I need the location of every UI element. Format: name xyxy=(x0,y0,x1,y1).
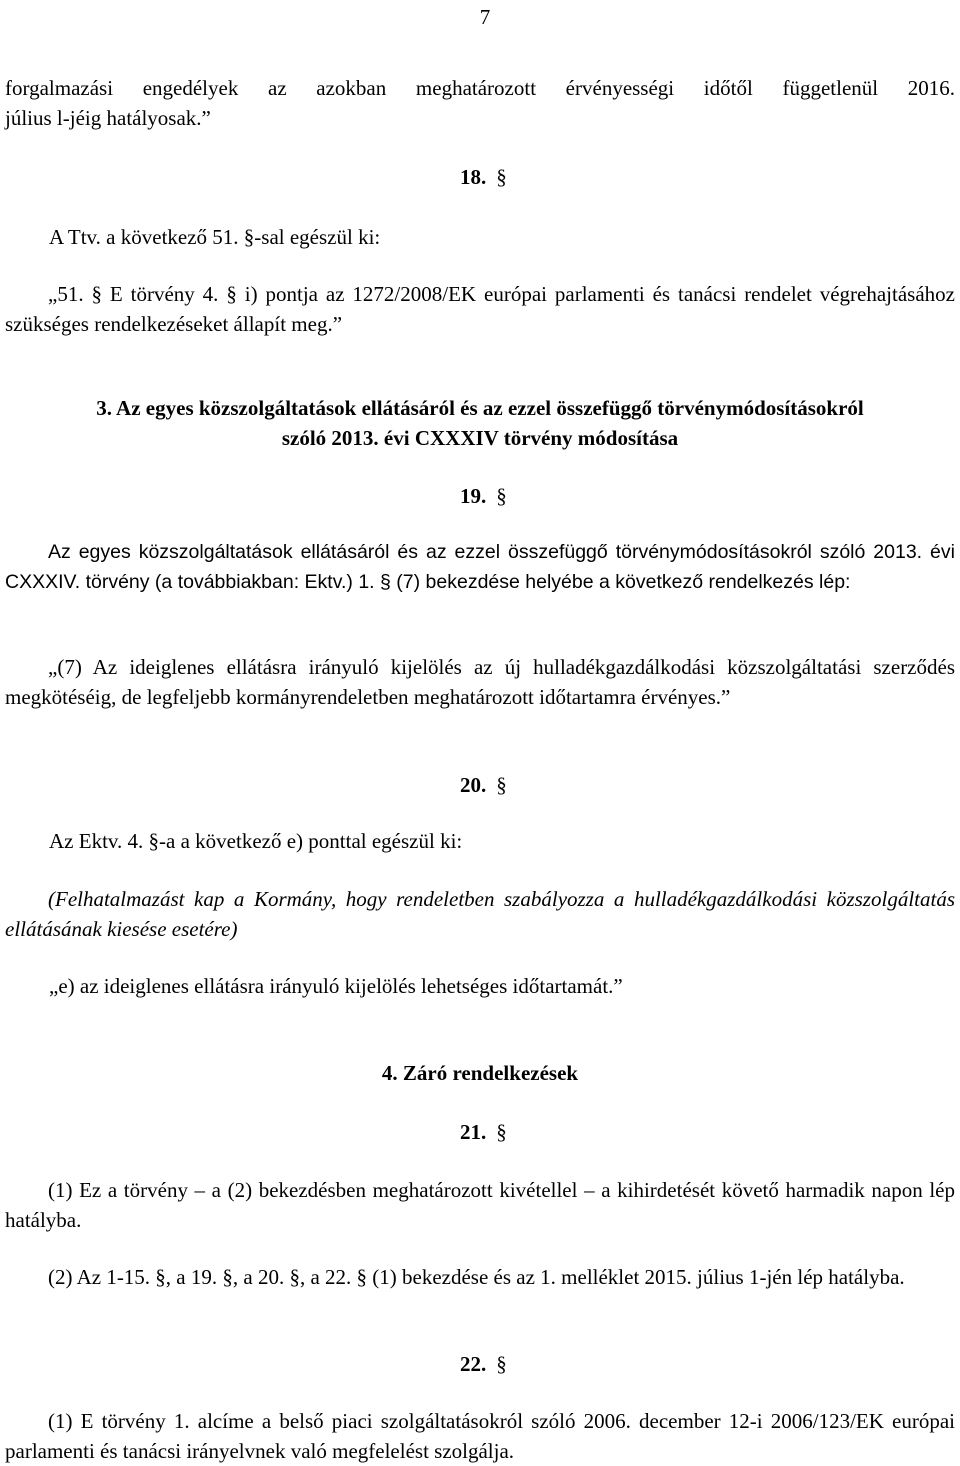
section-number: 19. xyxy=(460,484,487,508)
chapter-3-title-line-1: 3. Az egyes közszolgáltatások ellátásáról és az ezzel összefüggő törvénymódosításokról xyxy=(96,396,864,420)
chapter-4-title: 4. Záró rendelkezések xyxy=(381,1061,579,1085)
section-sign-icon: § xyxy=(496,1120,507,1144)
section-heading-19 xyxy=(460,481,507,511)
chapter-3-title-line-2: szóló 2013. évi CXXXIV törvény módosítása xyxy=(281,426,679,450)
paragraph-continuation-line-1: forgalmazási engedélyek az azokban meghatározott érvényességi időtől függetlenül 2016. xyxy=(5,76,955,100)
section-sign-icon: § xyxy=(496,773,507,797)
section-number: 18. xyxy=(460,165,487,189)
section-number: 21. xyxy=(460,1120,487,1144)
section-21-para-2: (2) Az 1-15. §, a 19. §, a 20. §, a 22. § (1) bekezdése és az 1. melléklet 2015. július 1-jén lép hatályba. xyxy=(48,1265,905,1289)
section-sign-icon: § xyxy=(496,484,507,508)
section-heading-22 xyxy=(460,1349,507,1379)
section-number: 20. xyxy=(460,773,487,797)
page-number: 7 xyxy=(479,5,491,29)
section-19-quote: „(7) Az ideiglenes ellátásra irányuló kijelölés az új hulladékgazdálkodási közszolgáltatási szerződés megkötéséig, de legfeljebb kormányrendeletben meghatározott időtartamra érvényes.” xyxy=(5,655,955,709)
section-19-text: Az egyes közszolgáltatások ellátásáról és az ezzel összefüggő törvénymódosításokról szóló 2013. évi CXXXIV. törvény (a továbbiakban: Ektv.) 1. § (7) bekezdése helyébe a következő rendelkezés lép: xyxy=(5,541,955,593)
section-51-text: „51. § E törvény 4. § i) pontja az 1272/2008/EK európai parlamenti és tanácsi rendelet végrehajtásához szükséges rendelkezéseket állapít meg.” xyxy=(5,282,955,336)
section-20-quote: „e) az ideiglenes ellátásra irányuló kijelölés lehetséges időtartamát.” xyxy=(49,974,623,998)
section-sign-icon: § xyxy=(496,165,507,189)
section-22-para-1: (1) E törvény 1. alcíme a belső piaci szolgáltatásokról szóló 2006. december 12-i 2006/123/EK európai parlamenti és tanácsi irányelvnek való megfelelést szolgálja. xyxy=(5,1409,955,1463)
section-sign-icon: § xyxy=(496,1352,507,1376)
section-heading-20 xyxy=(460,770,507,800)
section-number: 22. xyxy=(460,1352,487,1376)
section-18-intro: A Ttv. a következő 51. §-sal egészül ki: xyxy=(49,225,381,249)
section-20-italic-context: (Felhatalmazást kap a Kormány, hogy rendeletben szabályozza a hulladékgazdálkodási közszolgáltatás ellátásának kiesése esetére) xyxy=(5,887,955,941)
section-heading-21 xyxy=(460,1117,507,1147)
section-21-para-1: (1) Ez a törvény – a (2) bekezdésben meghatározott kivétellel – a kihirdetését követő harmadik napon lép hatályba. xyxy=(5,1178,955,1232)
paragraph-continuation-line-2: július l-jéig hatályosak.” xyxy=(5,106,211,130)
document-page xyxy=(5,0,955,1464)
section-heading-18 xyxy=(460,162,507,192)
section-20-intro: Az Ektv. 4. §-a a következő e) ponttal egészül ki: xyxy=(49,829,463,853)
